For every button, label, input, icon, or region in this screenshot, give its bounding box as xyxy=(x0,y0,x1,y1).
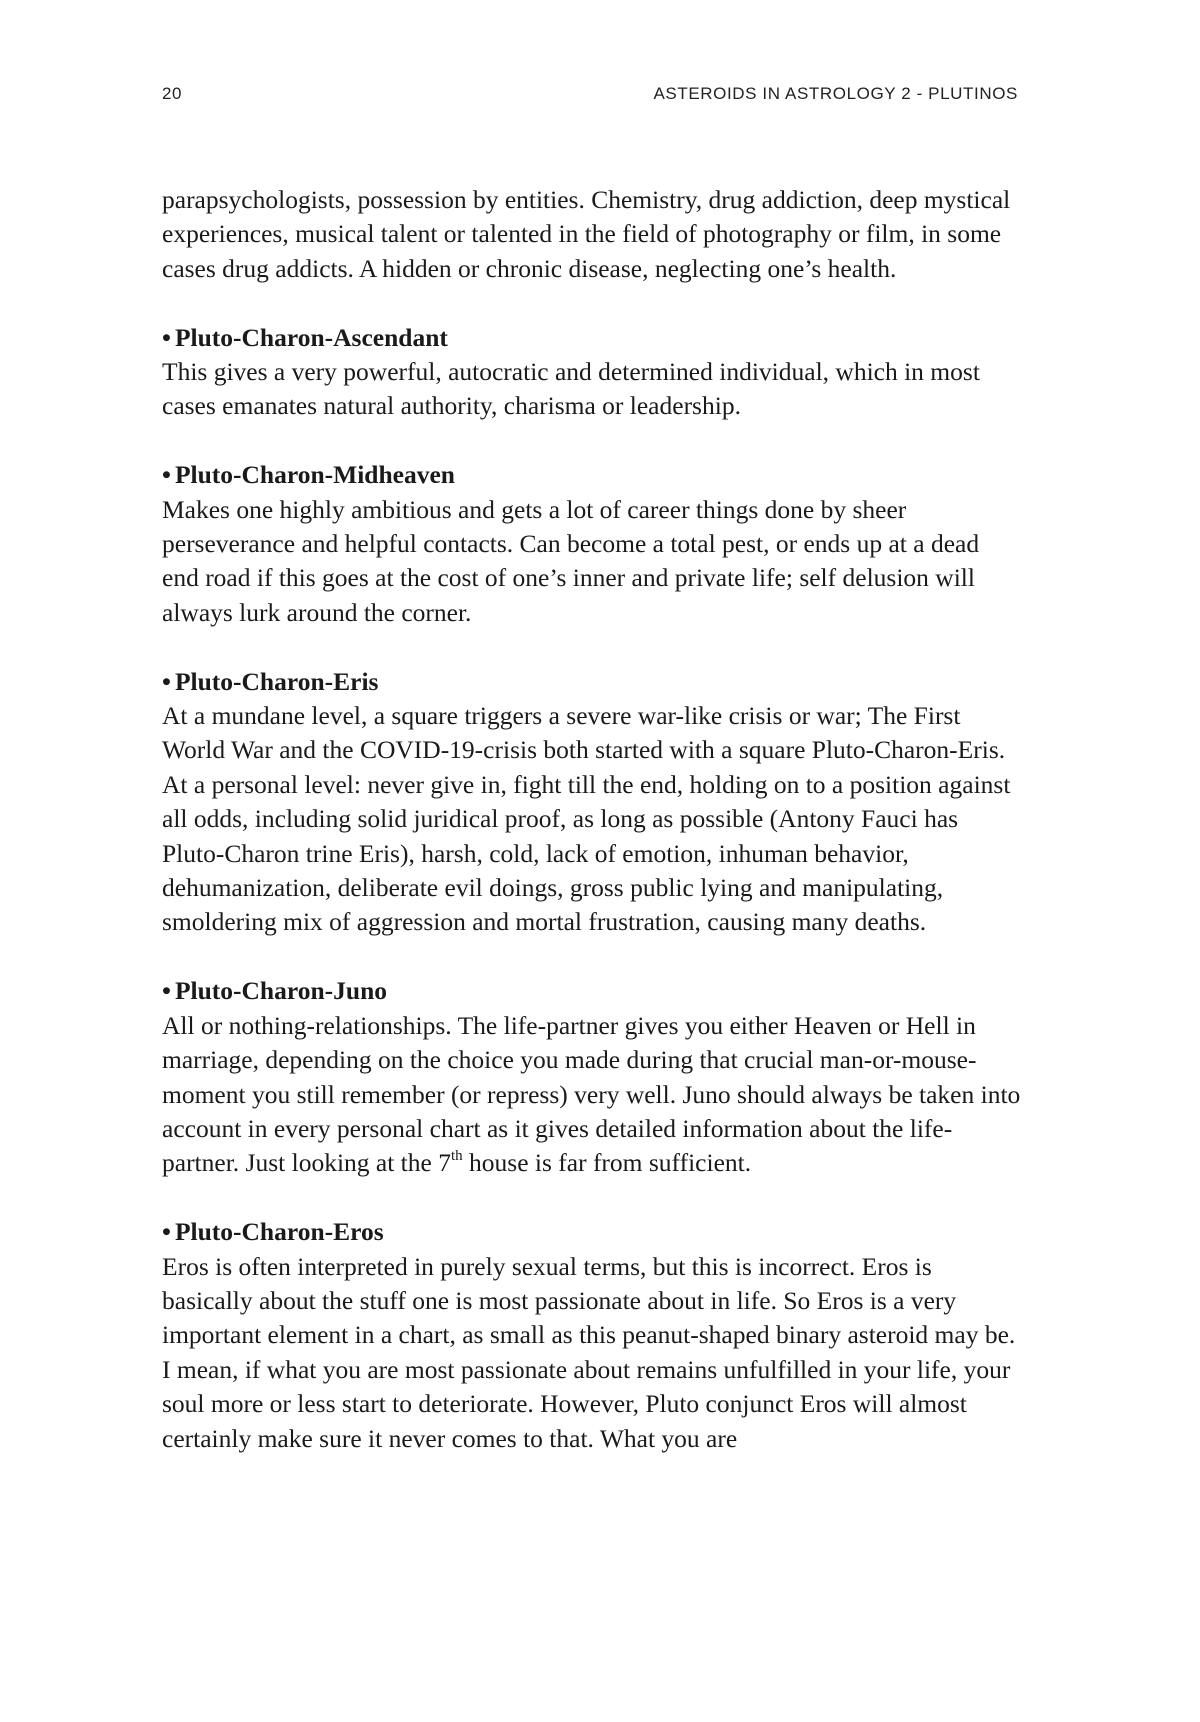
section-heading xyxy=(162,665,1022,699)
section-heading xyxy=(162,321,1022,355)
section-heading-text: Pluto-Charon-Eris xyxy=(174,666,379,696)
section-paragraph: Makes one highly ambitious and gets a lot of career things done by sheer perseverance and helpful contacts. Can become a total pest, or ends up at a dead end road if this goes at the cost of one’s inner and private life; self delusion will always lurk around the corner. xyxy=(162,494,980,627)
section-paragraph: Eros is often interpreted in purely sexual terms, but this is incorrect. Eros is basically about the stuff one is most passionate about in life. So Eros is a very important element in a chart, as small as this peanut-shaped binary asteroid may be. I mean, if what you are most passionate about remains unfulfilled in your life, your soul more or less start to deteriorate. However, Pluto conjunct Eros will almost certainly make sure it never comes to that. What you are xyxy=(162,1251,1016,1453)
paragraph-text-continued: house is far from sufficient. xyxy=(462,1148,752,1178)
paragraph-text: All or nothing-relationships. The life-partner gives you either Heaven or Hell in marriage, depending on the choice you made during that crucial man-or-mouse-moment you still remember (or repress) very well. Juno should always be taken into account in every personal chart as it gives detailed information about the life-partner. Just looking at the 7 xyxy=(162,1010,1021,1178)
bullet-icon: • xyxy=(162,976,171,1006)
section-heading xyxy=(162,458,1022,492)
section-heading-text: Pluto-Charon-Eros xyxy=(174,1217,384,1247)
section-paragraph: At a mundane level, a square triggers a severe war-like crisis or war; The First World War and the COVID-19-crisis both started with a square Pluto-Charon-Eris. xyxy=(162,701,1006,765)
section-pluto-charon-eros xyxy=(162,1215,1022,1456)
section-paragraph: This gives a very powerful, autocratic and determined individual, which in most cases emanates natural authority, charisma or leadership. xyxy=(162,357,980,421)
bullet-icon: • xyxy=(162,460,171,490)
section-pluto-charon-ascendant xyxy=(162,321,1022,424)
intro-paragraph: parapsychologists, possession by entities. Chemistry, drug addiction, deep mystical experiences, musical talent or talented in the field of photography or film, in some cases drug addicts. A hidden or chronic disease, neglecting one’s health. xyxy=(162,185,1011,283)
section-heading-text: Pluto-Charon-Ascendant xyxy=(174,322,448,352)
body-text xyxy=(162,183,1022,1456)
section-paragraph xyxy=(162,1009,1022,1181)
page-number: 20 xyxy=(162,84,183,103)
section-heading xyxy=(162,1215,1022,1249)
section-heading-text: Pluto-Charon-Midheaven xyxy=(174,460,455,490)
section-pluto-charon-juno xyxy=(162,974,1022,1180)
running-header xyxy=(162,84,1018,108)
section-paragraph: At a personal level: never give in, fight till the end, holding on to a position against all odds, including solid juridical proof, as long as possible (Antony Fauci has Pluto-Charon trine Eris), harsh, cold, lack of emotion, inhuman behavior, dehumanization, deliberate evil doings, gross public lying and manipulating, smoldering mix of aggression and mortal frustration, causing many deaths. xyxy=(162,769,1011,937)
section-heading xyxy=(162,974,1022,1008)
section-heading-text: Pluto-Charon-Juno xyxy=(174,976,388,1006)
bullet-icon: • xyxy=(162,322,171,352)
bullet-icon: • xyxy=(162,666,171,696)
bullet-icon: • xyxy=(162,1217,171,1247)
book-title: ASTEROIDS IN ASTROLOGY 2 - PLUTINOS xyxy=(653,84,1018,103)
section-pluto-charon-eris xyxy=(162,665,1022,940)
ordinal-superscript: th xyxy=(450,1147,463,1164)
section-pluto-charon-midheaven xyxy=(162,458,1022,630)
